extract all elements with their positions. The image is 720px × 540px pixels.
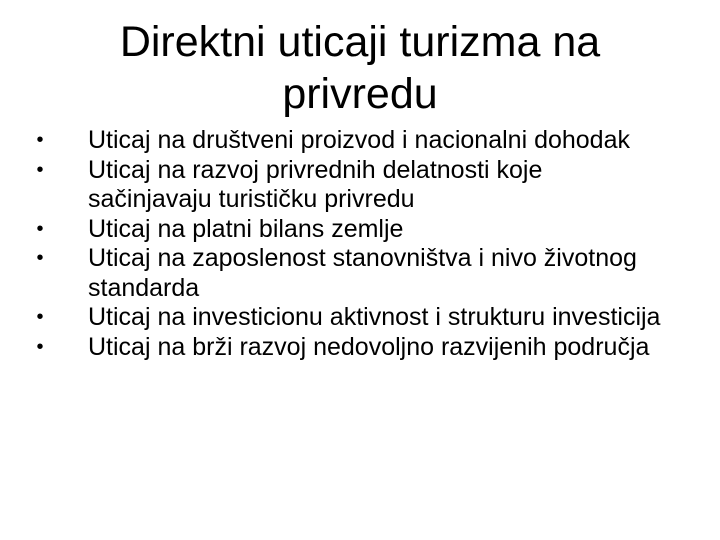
bullet-item <box>30 333 670 363</box>
bullet-item <box>30 244 670 303</box>
bullet-icon: • <box>36 247 44 269</box>
bullet-item <box>30 215 670 245</box>
bullet-item <box>30 303 670 333</box>
bullet-item <box>30 126 670 156</box>
bullet-icon: • <box>36 158 44 181</box>
bullet-icon: • <box>36 217 44 240</box>
slide-title <box>60 16 660 120</box>
bullet-icon: • <box>36 335 44 358</box>
bullet-icon: • <box>36 129 44 151</box>
bullet-text: Uticaj na društveni proizvod i nacionalni dohodak <box>88 126 630 154</box>
bullet-list <box>30 126 670 362</box>
bullet-item <box>30 156 670 215</box>
bullet-icon: • <box>36 306 44 328</box>
bullet-text: Uticaj na zaposlenost stanovništva i nivo životnog standarda <box>88 244 637 302</box>
bullet-text: Uticaj na razvoj privrednih delatnosti koje sačinjavaju turističku privredu <box>88 155 543 213</box>
bullet-text: Uticaj na brži razvoj nedovoljno razvijenih područja <box>88 332 650 361</box>
slide-title-line-2: privredu <box>282 70 438 118</box>
bullet-text: Uticaj na investicionu aktivnost i strukturu investicija <box>88 303 661 331</box>
slide-title-line-1: Direktni uticaji turizma na <box>119 18 601 66</box>
bullet-text: Uticaj na platni bilans zemlje <box>88 214 404 243</box>
